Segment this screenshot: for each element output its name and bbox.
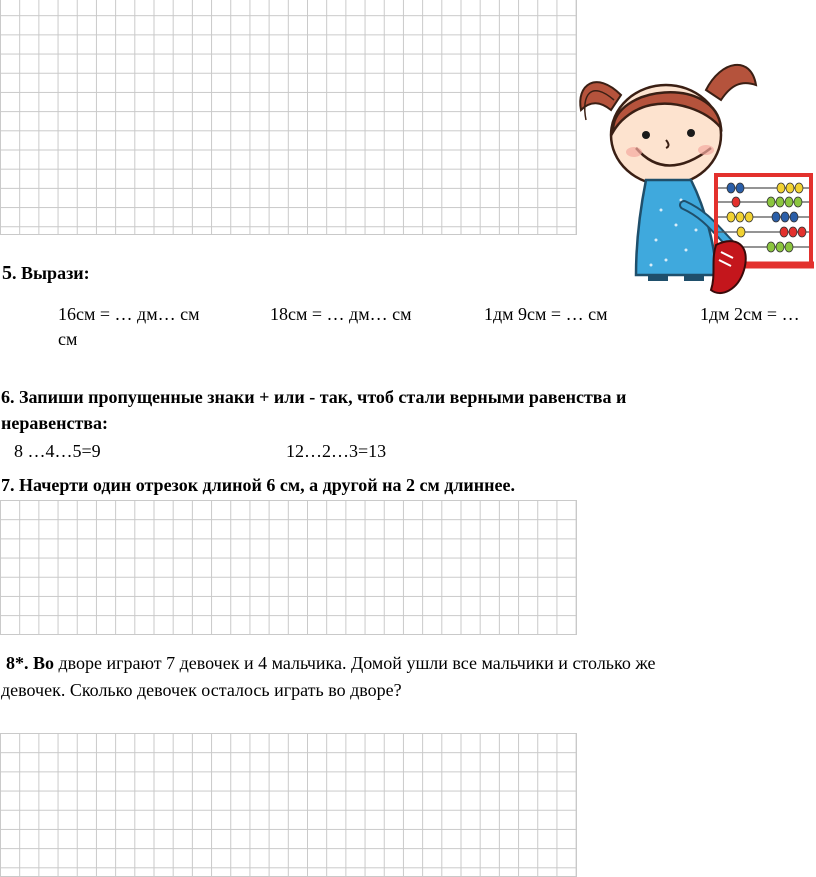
task-5-expression-1: 16см = … дм… см [58,304,200,324]
task-5-expression-4: 1дм 2см = … [700,304,800,324]
task-5-heading [2,262,90,285]
task-5-expression-2: 18см = … дм… см [270,304,412,324]
task-8-line-2: девочек. Сколько девочек осталось играть во дворе? [1,680,402,700]
task-5-number: 5 [2,262,12,284]
task-8-label: 8*. Во [6,653,55,673]
girl-with-abacus-icon [566,40,816,300]
task-5-expression-3: 1дм 9см = … см [484,304,608,324]
grid-area-drawing [0,500,577,635]
task-5-expression-4-unit: см [58,329,78,349]
task-8-text-1: дворе играют 7 девочек и 4 мальчика. Домой ушли все мальчики и столько же [54,653,656,673]
grid-area-answer [0,733,577,877]
task-6-equation-2: 12…2…3=13 [286,441,387,461]
task-8-line-1 [6,653,656,674]
task-7-heading: 7. Начерти один отрезок длиной 6 см, а другой на 2 см длиннее. [1,475,516,495]
task-6-equation-1: 8 …4…5=9 [14,441,101,461]
grid-area-top [0,0,577,235]
task-6-heading-line-1: 6. Запиши пропущенные знаки + или - так, чтоб стали верными равенства и [1,387,627,407]
task-6-heading-line-2: неравенства: [1,413,108,433]
task-5-title: . Вырази: [12,263,90,283]
